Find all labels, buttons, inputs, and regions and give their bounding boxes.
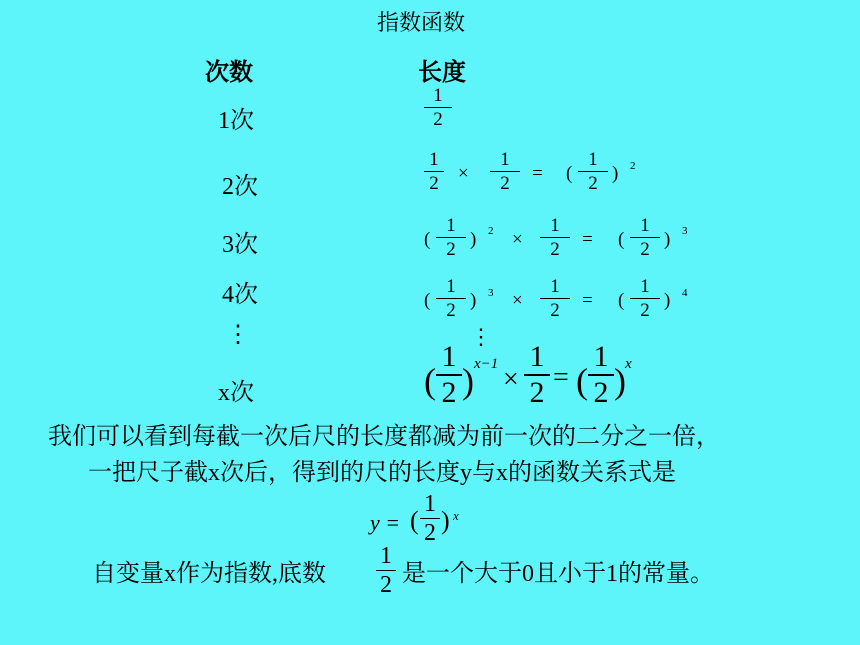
row-label-vdots: ⋮	[226, 322, 250, 348]
right-paren: )	[470, 290, 477, 311]
exponent: x	[625, 356, 632, 372]
exponent: 4	[682, 287, 688, 299]
right-paren: )	[470, 229, 477, 250]
right-paren: )	[441, 506, 450, 535]
fraction-half: 1 2	[630, 277, 660, 320]
fraction-half: 1 2	[490, 150, 520, 193]
right-paren: )	[462, 361, 474, 401]
times-sign: ×	[512, 290, 523, 311]
conclusion-after: 是一个大于0且小于1的常量。	[402, 561, 714, 587]
left-paren: (	[424, 290, 431, 311]
fraction-half: 1 2	[424, 86, 452, 129]
row-label-3: 3次	[222, 232, 258, 258]
right-paren: )	[612, 163, 619, 184]
exponent: 3	[488, 287, 494, 299]
left-paren: (	[410, 506, 419, 535]
fraction-half: 1 2	[436, 342, 462, 408]
exponent: x−1	[474, 356, 499, 372]
times-sign: ×	[503, 364, 519, 395]
right-paren: )	[614, 361, 626, 401]
fraction-half: 1 2	[588, 342, 614, 408]
fraction-half: 1 2	[424, 150, 444, 193]
right-paren: )	[664, 290, 671, 311]
times-sign: ×	[458, 163, 469, 184]
row-label-x: x次	[218, 380, 254, 406]
exponent: 3	[682, 225, 688, 237]
row-label-4: 4次	[222, 282, 258, 308]
left-paren: (	[618, 229, 625, 250]
equals-sign: =	[582, 290, 593, 311]
fraction-half: 1 2	[524, 342, 550, 408]
header-length: 长度	[418, 60, 466, 86]
exponent: 2	[488, 225, 494, 237]
exponent: 2	[630, 160, 636, 172]
row-label-2: 2次	[222, 174, 258, 200]
paragraph-line-2: 一把尺子截x次后，得到的尺的长度y与x的函数关系式是	[88, 460, 676, 486]
equals-sign: =	[553, 362, 569, 393]
left-paren: (	[424, 361, 436, 401]
paragraph-line-1: 我们可以看到每截一次后尺的长度都减为前一次的二分之一倍，	[48, 424, 720, 450]
fraction-half: 1 2	[376, 544, 396, 597]
left-paren: (	[576, 361, 588, 401]
equals-sign: =	[582, 229, 593, 250]
right-paren: )	[664, 229, 671, 250]
vdots: ⋮	[470, 324, 492, 349]
fraction-half: 1 2	[540, 216, 570, 259]
times-sign: ×	[512, 229, 523, 250]
fraction-half: 1 2	[420, 492, 440, 545]
fraction-half: 1 2	[540, 277, 570, 320]
equals-sign: =	[532, 163, 543, 184]
fraction-half: 1 2	[436, 277, 466, 320]
left-paren: (	[424, 229, 431, 250]
left-paren: (	[618, 290, 625, 311]
row-label-1: 1次	[218, 108, 254, 134]
page-title: 指数函数	[377, 10, 466, 35]
left-paren: (	[566, 163, 573, 184]
header-count: 次数	[205, 60, 253, 86]
fraction-half: 1 2	[630, 216, 660, 259]
exponent: x	[453, 508, 459, 523]
conclusion-before: 自变量x作为指数,底数	[92, 561, 326, 587]
formula-y: y =	[370, 510, 401, 535]
fraction-half: 1 2	[436, 216, 466, 259]
fraction-half: 1 2	[578, 150, 608, 193]
